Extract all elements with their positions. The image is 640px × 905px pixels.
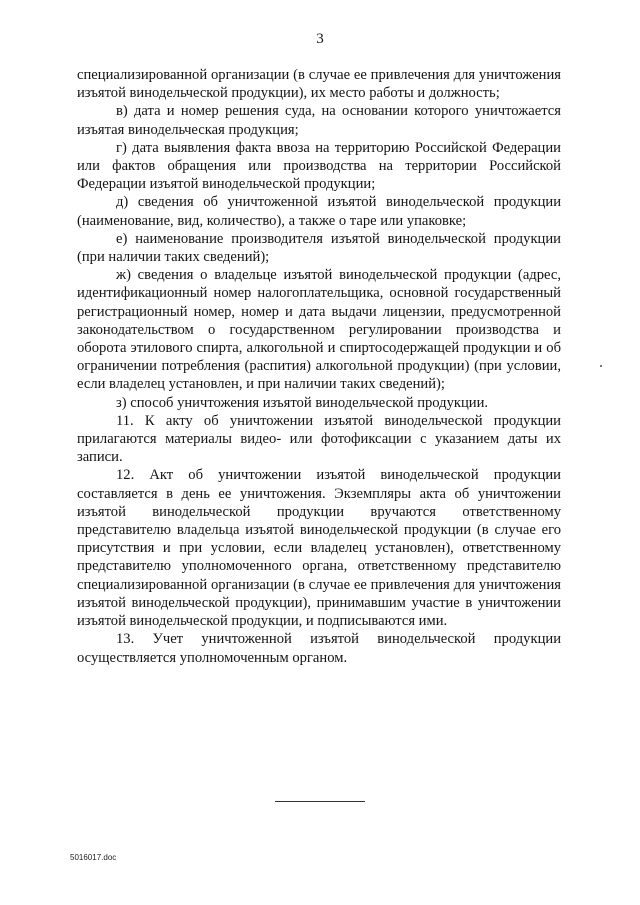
paragraph-continuation: специализированной организации (в случае ее привлечения для уничтожения изъятой винодельческой продукции), их место работы и должность; — [77, 67, 561, 102]
scan-speck — [600, 365, 602, 367]
paragraph-item-v: в) дата и номер решения суда, на основании которого уничтожается изъятая винодельческая продукция; — [77, 103, 561, 138]
paragraph-11: 11. К акту об уничтожении изъятой винодельческой продукции прилагаются материалы видео- или фотофиксации с указанием даты их записи. — [77, 412, 561, 466]
paragraph-item-zh: ж) сведения о владельце изъятой винодельческой продукции (адрес, идентификационный номер налогоплательщика, основной государственный регистрационный номер, номер и дата выдачи лицензии, предусмотренной законодательством о государственном регулировании производства и оборота этилового спирта, алкогольной и спиртосодержащей продукции и об ограничении потребления (распития) алкогольной продукции) (при условии, если владелец установлен, и при наличии таких сведений); — [77, 267, 561, 393]
page-number: 3 — [316, 31, 324, 47]
paragraph-item-z: з) способ уничтожения изъятой винодельческой продукции. — [116, 394, 489, 411]
paragraph-item-d: д) сведения об уничтоженной изъятой винодельческой продукции (наименование, вид, количество), а также о таре или упаковке; — [77, 194, 561, 229]
document-body — [77, 66, 561, 667]
file-name-footer: 5016017.doc — [70, 853, 117, 862]
paragraph-13: 13. Учет уничтоженной изъятой винодельческой продукции осуществляется уполномоченным органом. — [77, 631, 561, 666]
paragraph-item-g: г) дата выявления факта ввоза на территорию Российской Федерации или фактов обращения или производства на территории Российской Федерации изъятой винодельческой продукции; — [77, 139, 561, 193]
end-separator-line — [275, 801, 365, 802]
paragraph-item-e: е) наименование производителя изъятой винодельческой продукции (при наличии таких сведений); — [77, 230, 561, 266]
paragraph-12: 12. Акт об уничтожении изъятой винодельческой продукции составляется в день ее уничтожения. Экземпляры акта об уничтожении изъятой винодельческой продукции вручаются ответственному представителю владельца изъятой винодельческой продукции (в случае его присутствия и при условии, если владелец установлен), ответственному представителю уполномоченного органа, ответственному представителю специализированной организации (в случае ее привлечения для уничтожения изъятой винодельческой продукции), принимавшим участие в уничтожении изъятой винодельческой продукции, и подписываются ими. — [77, 467, 561, 630]
